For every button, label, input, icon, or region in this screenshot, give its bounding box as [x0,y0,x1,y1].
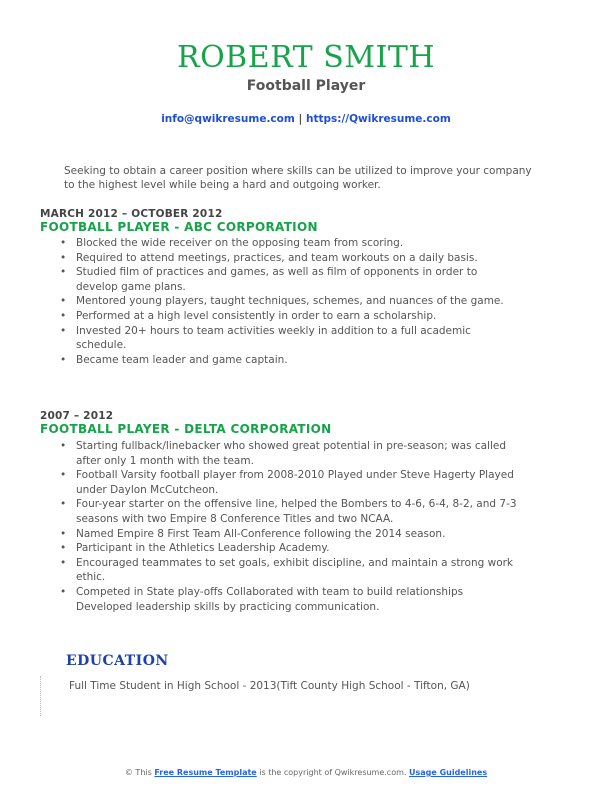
job-dates: 2007 – 2012 [40,410,114,422]
list-item: • Encouraged teammates to set goals, exhibit discipline, and maintain a strong work ethic. [40,556,520,585]
list-item: • Became team leader and game captain. [40,353,520,368]
job-title: FOOTBALL PLAYER - DELTA CORPORATION [40,422,332,436]
list-item: • Competed in State play-offs Collaborated with team to build relationships Developed leadership skills by practicing communication. [40,585,520,614]
job-title: FOOTBALL PLAYER - ABC CORPORATION [40,220,318,234]
contact-separator: | [294,113,306,125]
free-resume-template-link[interactable]: Free Resume Template [154,768,257,777]
website-link[interactable]: https://Qwikresume.com [305,113,451,125]
email-link[interactable]: info@qwikresume.com [161,113,295,125]
job-dates: MARCH 2012 – OCTOBER 2012 [40,208,223,220]
job-bullets [40,439,520,614]
education-item: Full Time Student in High School - 2013(Tift County High School - Tifton, GA) [69,680,470,692]
candidate-role: Football Player [246,78,366,94]
list-item: • Invested 20+ hours to team activities weekly in addition to a full academic schedule. [40,324,520,353]
list-item: • Starting fullback/linebacker who showed great potential in pre-season; was called after only 1 month with the team. [40,439,520,468]
contact-line [0,112,612,126]
education-heading: EDUCATION [66,653,169,669]
footer-copyright: is the copyright of Qwikresume.com. [256,768,409,777]
usage-guidelines-link[interactable]: Usage Guidelines [408,768,488,777]
list-item: • Named Empire 8 First Team All-Conference following the 2014 season. [40,527,520,542]
list-item: • Required to attend meetings, practices, and team workouts on a daily basis. [40,251,520,266]
footer-prefix: © This [124,768,155,777]
list-item: • Football Varsity football player from 2008-2010 Played under Steve Hagerty Played under Daylon McCutcheon. [40,468,520,497]
summary-paragraph: Seeking to obtain a career position where skills can be utilized to improve your company to the highest level while being a hard and outgoing worker. [64,165,532,191]
candidate-name: ROBERT SMITH [176,40,436,75]
footer [0,768,612,778]
list-item: • Blocked the wide receiver on the opposing team from scoring. [40,236,520,251]
list-item: • Studied film of practices and games, as well as film of opponents in order to develop game plans. [40,265,520,294]
list-item: • Four-year starter on the offensive line, helped the Bombers to 4-6, 6-4, 8-2, and 7-3 seasons with two Empire 8 Conference Titles and two NCAA. [40,497,520,526]
job-bullets [40,236,520,367]
list-item: • Performed at a high level consistently in order to earn a scholarship. [40,309,520,324]
section-divider [40,676,41,716]
list-item: • Participant in the Athletics Leadership Academy. [40,541,520,556]
list-item: • Mentored young players, taught techniques, schemes, and nuances of the game. [40,294,520,309]
